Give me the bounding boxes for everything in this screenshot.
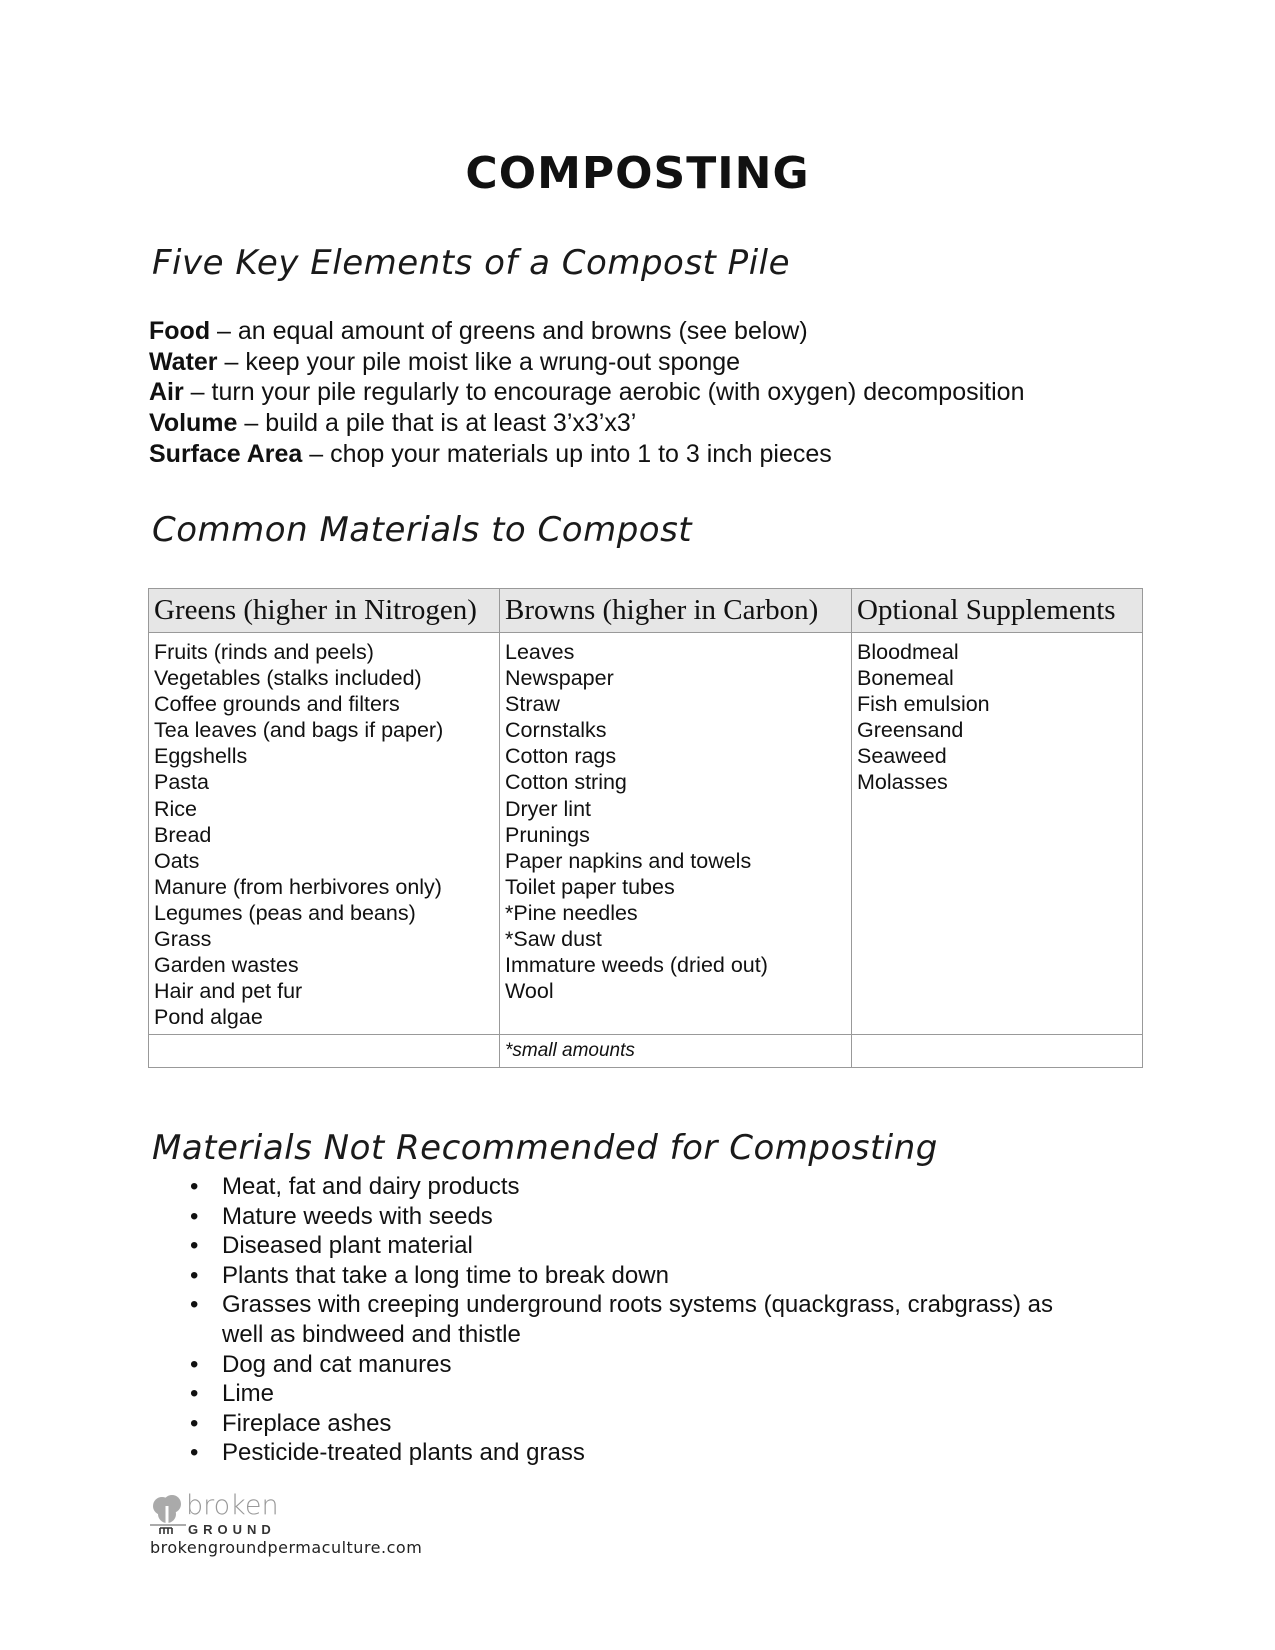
brown-item: Cornstalks xyxy=(505,718,607,743)
header-browns: Browns (higher in Carbon) xyxy=(500,589,852,633)
brown-item: Wool xyxy=(505,979,554,1004)
green-item: Manure (from herbivores only) xyxy=(154,874,442,899)
key-element-item xyxy=(149,439,1024,470)
page-title: COMPOSTING xyxy=(465,148,810,199)
list-item: • Plants that take a long time to break down xyxy=(190,1261,1090,1291)
key-element-desc: – turn your pile regularly to encourage aerobic (with oxygen) decomposition xyxy=(183,378,1025,407)
green-item: Oats xyxy=(154,848,200,873)
green-item: Vegetables (stalks included) xyxy=(154,666,422,691)
logo-sub: GROUND xyxy=(188,1522,276,1537)
greens-cell xyxy=(149,633,500,1035)
green-item: Coffee grounds and filters xyxy=(154,692,400,717)
key-element-desc: – an equal amount of greens and browns (see below) xyxy=(210,317,808,345)
tree-fork-icon xyxy=(150,1494,186,1536)
brown-item: Newspaper xyxy=(505,666,614,691)
key-elements-list xyxy=(149,316,1024,470)
key-element-term: Air xyxy=(149,378,184,407)
list-item: • Dog and cat manures xyxy=(190,1350,1090,1380)
key-element-item xyxy=(149,347,1024,378)
brown-item: *Saw dust xyxy=(505,927,602,952)
not-recommended-list xyxy=(190,1172,1090,1468)
list-item: • Meat, fat and dairy products xyxy=(190,1172,1090,1202)
key-element-term: Volume xyxy=(149,409,238,438)
brown-item: Paper napkins and towels xyxy=(505,848,752,873)
website-url: brokengroundpermaculture.com xyxy=(150,1538,423,1557)
materials-table xyxy=(148,588,1143,1068)
section-heading-key-elements: Five Key Elements of a Compost Pile xyxy=(152,243,790,283)
key-element-term: Water xyxy=(149,347,218,376)
supplement-item: Bonemeal xyxy=(857,666,954,691)
list-item: • Diseased plant material xyxy=(190,1231,1090,1261)
key-element-desc: – chop your materials up into 1 to 3 inch pieces xyxy=(302,439,832,468)
table-footnote-row xyxy=(149,1035,1143,1068)
green-item: Tea leaves (and bags if paper) xyxy=(154,718,444,743)
brown-item: Immature weeds (dried out) xyxy=(505,953,768,978)
brown-item: *Pine needles xyxy=(505,900,638,925)
list-item: • Lime xyxy=(190,1379,1090,1409)
green-item: Grass xyxy=(154,927,212,952)
key-element-desc: – keep your pile moist like a wrung-out sponge xyxy=(217,347,741,376)
section-heading-not-recommended: Materials Not Recommended for Composting xyxy=(152,1128,938,1168)
brown-item: Leaves xyxy=(505,640,575,664)
list-item: • Pesticide-treated plants and grass xyxy=(190,1438,1090,1468)
list-item: • Grasses with creeping underground roots systems (quackgrass, crabgrass) as well as bindweed and thistle xyxy=(190,1290,1090,1349)
brown-item: Straw xyxy=(505,692,560,717)
supplement-item: Bloodmeal xyxy=(857,640,959,664)
green-item: Pasta xyxy=(154,770,209,795)
key-element-term: Food xyxy=(149,317,211,345)
empty-cell xyxy=(149,1035,500,1068)
green-item: Garden wastes xyxy=(154,953,299,978)
green-item: Legumes (peas and beans) xyxy=(154,900,416,925)
header-greens: Greens (higher in Nitrogen) xyxy=(149,589,500,633)
brown-item: Prunings xyxy=(505,822,590,847)
supplement-item: Molasses xyxy=(857,770,948,795)
green-item: Fruits (rinds and peels) xyxy=(154,640,374,664)
key-element-desc: – build a pile that is at least 3’x3’x3’ xyxy=(237,409,637,438)
list-item: • Fireplace ashes xyxy=(190,1409,1090,1439)
table-header-row xyxy=(149,589,1143,633)
header-supplements: Optional Supplements xyxy=(852,589,1143,633)
supplements-cell xyxy=(852,633,1143,1035)
green-item: Hair and pet fur xyxy=(154,979,303,1004)
green-item: Rice xyxy=(154,796,198,821)
brown-item: Cotton string xyxy=(505,770,627,795)
footnote: *small amounts xyxy=(500,1035,852,1068)
key-element-term: Surface Area xyxy=(149,439,303,468)
brown-item: Cotton rags xyxy=(505,744,617,769)
browns-cell xyxy=(500,633,852,1035)
green-item: Pond algae xyxy=(154,1005,263,1030)
table-row xyxy=(149,633,1143,1035)
key-element-item xyxy=(149,316,1024,347)
green-item: Eggshells xyxy=(154,744,248,769)
brown-item: Dryer lint xyxy=(505,796,592,821)
green-item: Bread xyxy=(154,822,212,847)
section-heading-common-materials: Common Materials to Compost xyxy=(152,510,693,550)
logo-word: broken xyxy=(186,1490,279,1521)
brown-item: Toilet paper tubes xyxy=(505,874,675,899)
list-item: • Mature weeds with seeds xyxy=(190,1202,1090,1232)
supplement-item: Seaweed xyxy=(857,744,947,769)
supplement-item: Fish emulsion xyxy=(857,692,990,717)
empty-cell xyxy=(852,1035,1143,1068)
key-element-item xyxy=(149,377,1024,408)
key-element-item xyxy=(149,408,1024,439)
broken-ground-logo xyxy=(150,1490,423,1557)
supplement-item: Greensand xyxy=(857,718,964,743)
